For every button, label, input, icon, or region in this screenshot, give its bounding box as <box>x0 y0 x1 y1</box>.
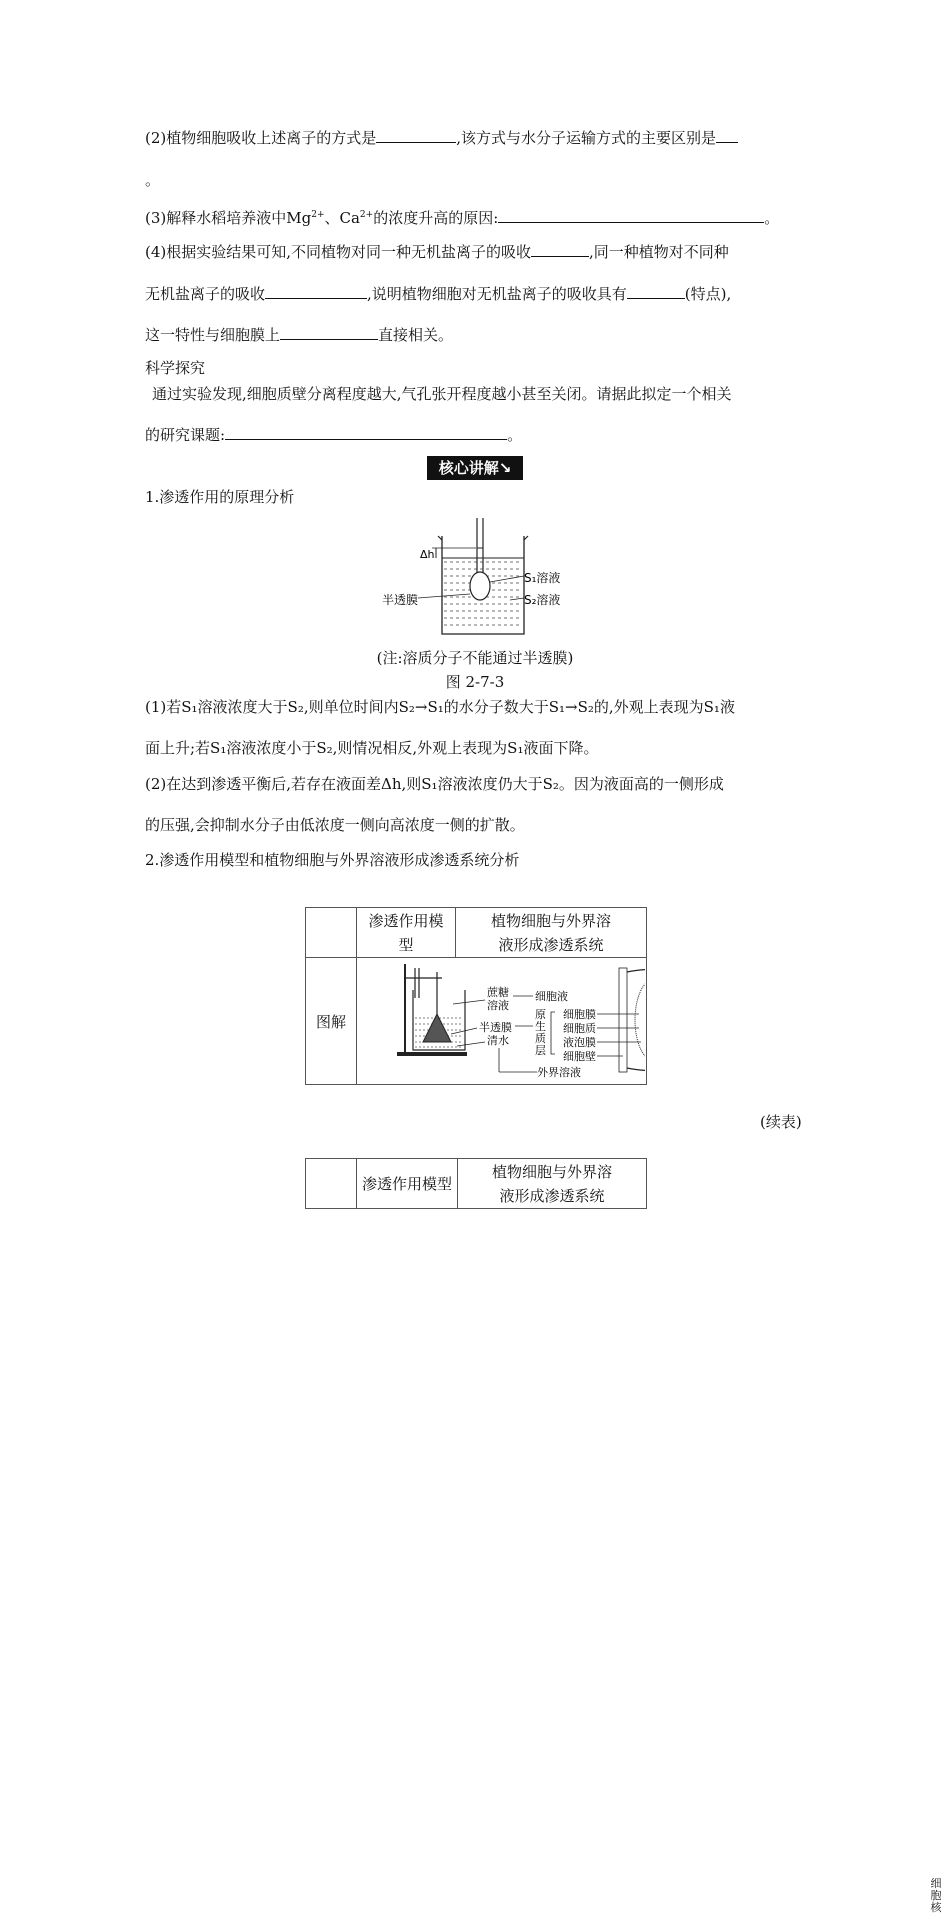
answer-blank[interactable] <box>376 128 456 143</box>
question-4-text: ,同一种植物对不同种 <box>589 243 729 261</box>
question-4-line1 <box>145 242 729 262</box>
question-4-text: ,说明植物细胞对无机盐离子的吸收具有 <box>367 285 627 303</box>
answer-blank[interactable] <box>531 242 589 257</box>
question-4-text: 这一特性与细胞膜上 <box>145 326 281 344</box>
header-text: 植物细胞与外界溶 <box>491 1162 612 1181</box>
superscript: 2+ <box>311 210 325 220</box>
table-header-plant-cell <box>458 1159 647 1209</box>
protoplast-label: 生 <box>535 1020 546 1033</box>
question-4-text: 直接相关。 <box>378 326 454 344</box>
header-text: 型 <box>398 935 414 954</box>
science-heading: 科学探究 <box>145 359 206 377</box>
question-2-text: (2)植物细胞吸收上述离子的方式是 <box>145 129 377 147</box>
table-header-model <box>357 908 456 958</box>
sucrose-label-1: 蔗糖 <box>487 986 509 999</box>
figure-note: (注:溶质分子不能通过半透膜) <box>376 649 574 667</box>
header-text: 液形成渗透系统 <box>498 935 604 954</box>
continued-label: (续表) <box>760 1113 802 1131</box>
nucleus-char: 核 <box>930 1900 942 1914</box>
table-header-model: 渗透作用模型 <box>357 1159 458 1209</box>
membrane-label: 半透膜 <box>382 593 419 607</box>
question-2-line <box>145 128 738 148</box>
para-1-line1: (1)若S₁溶液浓度大于S₂,则单位时间内S₂→S₁的水分子数大于S₁→S₂的,外观上表现为S₁液 <box>145 698 735 716</box>
water-label: 清水 <box>487 1034 509 1047</box>
delta-h-label: Δh <box>420 548 435 561</box>
table-header-plant-cell <box>456 908 647 958</box>
empty-header-cell <box>306 1159 357 1209</box>
question-3-text: 的浓度升高的原因: <box>373 209 499 227</box>
science-end: 。 <box>507 426 523 444</box>
cell-wall-label: 细胞壁 <box>563 1050 596 1063</box>
question-3-line <box>145 205 779 228</box>
para-2-line2: 的压强,会抑制水分子由低浓度一侧向高浓度一侧的扩散。 <box>145 816 525 834</box>
protoplast-label: 层 <box>535 1044 546 1057</box>
continued-table <box>305 1158 647 1209</box>
osmosis-figure <box>380 512 600 642</box>
s1-solution-label: S₁溶液 <box>524 571 561 585</box>
answer-blank[interactable] <box>225 425 507 440</box>
protoplast-label: 质 <box>535 1032 546 1045</box>
answer-blank[interactable] <box>498 208 764 223</box>
core-explanation-banner: 核心讲解↘ <box>427 456 523 480</box>
question-4-text: (4)根据实验结果可知,不同植物对同一种无机盐离子的吸收 <box>145 243 532 261</box>
para-1-line2: 面上升;若S₁溶液浓度小于S₂,则情况相反,外观上表现为S₁液面下降。 <box>145 739 599 757</box>
question-4-text: 无机盐离子的吸收 <box>145 285 266 303</box>
nucleus-label <box>931 1878 942 1914</box>
answer-blank[interactable] <box>716 128 738 143</box>
header-text: 液形成渗透系统 <box>499 1186 605 1205</box>
question-3-text: 、Ca <box>324 209 360 227</box>
answer-blank[interactable] <box>280 325 378 340</box>
cytoplasm-label: 细胞质 <box>563 1022 596 1035</box>
nucleus-char: 细 <box>930 1876 942 1890</box>
s2-solution-label: S₂溶液 <box>524 593 561 607</box>
outer-solution-label: 外界溶液 <box>537 1066 581 1079</box>
protoplast-label: 原 <box>535 1008 546 1021</box>
figure-caption: 图 2-7-3 <box>445 673 505 691</box>
section-2-title: 2.渗透作用模型和植物细胞与外界溶液形成渗透系统分析 <box>145 851 520 869</box>
answer-blank[interactable] <box>627 284 685 299</box>
section-1-title: 1.渗透作用的原理分析 <box>145 488 295 506</box>
science-line1: 通过实验发现,细胞质壁分离程度越大,气孔张开程度越小甚至关闭。请据此拟定一个相关 <box>152 385 732 403</box>
question-2-end: 。 <box>145 171 161 189</box>
header-text: 渗透作用模 <box>368 911 444 930</box>
tonoplast-label: 液泡膜 <box>563 1036 596 1049</box>
nucleus-char: 胞 <box>930 1888 942 1902</box>
header-text: 植物细胞与外界溶 <box>490 911 611 930</box>
question-4-text: (特点), <box>684 285 732 303</box>
science-text: 的研究课题: <box>145 426 226 444</box>
para-2-line1: (2)在达到渗透平衡后,若存在液面差Δh,则S₁溶液浓度仍大于S₂。因为液面高的一侧形成 <box>145 775 724 793</box>
answer-blank[interactable] <box>265 284 367 299</box>
question-3-text: (3)解释水稻培养液中Mg <box>145 209 312 227</box>
membrane-label: 半透膜 <box>479 1021 512 1034</box>
science-line2 <box>145 425 522 445</box>
cell-membrane-label: 细胞膜 <box>563 1008 596 1021</box>
question-4-line3 <box>145 325 453 345</box>
question-3-end: 。 <box>764 209 780 227</box>
superscript: 2+ <box>359 210 374 220</box>
empty-header-cell <box>306 908 357 958</box>
sucrose-label-2: 溶液 <box>487 999 509 1012</box>
osmosis-cell-diagram <box>357 958 645 1080</box>
question-4-line2 <box>145 284 731 304</box>
cell-sap-label: 细胞液 <box>535 990 568 1003</box>
question-2-mid: ,该方式与水分子运输方式的主要区别是 <box>456 129 717 147</box>
row-label-diagram: 图解 <box>306 958 357 1085</box>
